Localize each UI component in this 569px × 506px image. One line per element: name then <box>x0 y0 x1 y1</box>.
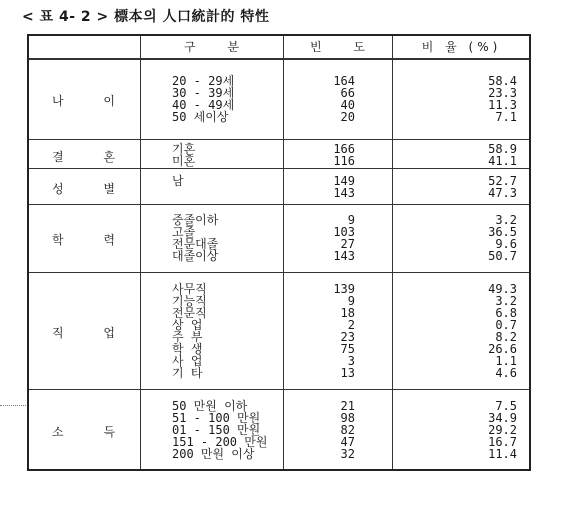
cell-ratio: 1.1 <box>495 354 517 368</box>
cell-frequency: 18 <box>340 306 355 320</box>
column-divider <box>283 36 284 469</box>
margin-dotted-line <box>0 405 26 406</box>
cell-frequency: 27 <box>340 237 355 251</box>
section-label: 학 력 <box>52 233 133 247</box>
cell-ratio: 23.3 <box>488 86 517 100</box>
cell-frequency: 47 <box>340 435 355 449</box>
section-divider <box>29 389 529 390</box>
cell-category: 50 만원 이하 <box>172 399 248 413</box>
cell-ratio: 49.3 <box>488 282 517 296</box>
cell-ratio: 11.3 <box>488 98 517 112</box>
header-category: 구 분 <box>184 40 253 54</box>
cell-frequency: 9 <box>347 294 355 308</box>
cell-frequency: 75 <box>340 342 355 356</box>
header-divider <box>29 58 529 60</box>
cell-ratio: 41.1 <box>488 154 517 168</box>
cell-frequency: 9 <box>347 213 355 227</box>
section-label: 나 이 <box>52 94 133 108</box>
cell-category: 고졸 <box>172 225 196 239</box>
cell-category: 20 - 29세 <box>172 74 235 88</box>
cell-category: 01 - 150 만원 <box>172 423 261 437</box>
cell-category: 전문대졸 <box>172 237 219 251</box>
cell-ratio: 16.7 <box>488 435 517 449</box>
cell-category: 미혼 <box>172 154 196 168</box>
cell-frequency: 21 <box>340 399 355 413</box>
cell-frequency: 66 <box>340 86 355 100</box>
cell-category: 51 - 100 만원 <box>172 411 261 425</box>
cell-category: 151 - 200 만원 <box>172 435 268 449</box>
cell-frequency: 143 <box>333 249 355 263</box>
cell-ratio: 11.4 <box>488 447 517 461</box>
cell-frequency: 143 <box>333 186 355 200</box>
cell-frequency: 103 <box>333 225 355 239</box>
cell-category: 200 만원 이상 <box>172 447 255 461</box>
cell-frequency: 13 <box>340 366 355 380</box>
cell-category: 주 부 <box>172 330 203 344</box>
cell-ratio: 7.1 <box>495 110 517 124</box>
section-divider <box>29 204 529 205</box>
cell-frequency: 23 <box>340 330 355 344</box>
demographics-table <box>27 34 531 471</box>
cell-ratio: 58.4 <box>488 74 517 88</box>
cell-frequency: 164 <box>333 74 355 88</box>
cell-category: 사무직 <box>172 282 207 296</box>
cell-ratio: 34.9 <box>488 411 517 425</box>
header-frequency: 빈 도 <box>310 40 379 54</box>
cell-frequency: 3 <box>347 354 355 368</box>
cell-ratio: 47.3 <box>488 186 517 200</box>
cell-category: 50 세이상 <box>172 110 229 124</box>
cell-category: 기혼 <box>172 142 196 156</box>
column-divider <box>140 36 141 469</box>
table-title: < 표 4- 2 > 標本의 人口統計的 特性 <box>22 9 270 25</box>
cell-frequency: 149 <box>333 174 355 188</box>
cell-ratio: 9.6 <box>495 237 517 251</box>
cell-frequency: 20 <box>340 110 355 124</box>
cell-category: 학 생 <box>172 342 203 356</box>
cell-ratio: 58.9 <box>488 142 517 156</box>
cell-category: 전문직 <box>172 306 207 320</box>
cell-frequency: 2 <box>347 318 355 332</box>
section-label: 결 혼 <box>52 150 133 164</box>
section-divider <box>29 168 529 169</box>
cell-ratio: 6.8 <box>495 306 517 320</box>
cell-category: 대졸이상 <box>172 249 219 263</box>
cell-category: 사 업 <box>172 354 203 368</box>
cell-ratio: 0.7 <box>495 318 517 332</box>
section-label: 소 득 <box>52 425 133 439</box>
cell-category: 30 - 39세 <box>172 86 235 100</box>
cell-ratio: 52.7 <box>488 174 517 188</box>
cell-frequency: 82 <box>340 423 355 437</box>
cell-ratio: 8.2 <box>495 330 517 344</box>
cell-frequency: 166 <box>333 142 355 156</box>
cell-ratio: 50.7 <box>488 249 517 263</box>
cell-frequency: 139 <box>333 282 355 296</box>
cell-category: 기능직 <box>172 294 207 308</box>
cell-ratio: 29.2 <box>488 423 517 437</box>
column-divider <box>392 36 393 469</box>
cell-category: 남 <box>172 174 184 188</box>
cell-ratio: 7.5 <box>495 399 517 413</box>
cell-frequency: 116 <box>333 154 355 168</box>
section-divider <box>29 272 529 273</box>
header-ratio: 비 율 (%) <box>421 40 502 54</box>
cell-ratio: 3.2 <box>495 294 517 308</box>
cell-frequency: 40 <box>340 98 355 112</box>
cell-category: 중졸이하 <box>172 213 219 227</box>
cell-frequency: 32 <box>340 447 355 461</box>
cell-ratio: 26.6 <box>488 342 517 356</box>
cell-category: 상 업 <box>172 318 203 332</box>
section-label: 직 업 <box>52 326 133 340</box>
cell-category: 기 타 <box>172 366 203 380</box>
cell-ratio: 36.5 <box>488 225 517 239</box>
cell-ratio: 4.6 <box>495 366 517 380</box>
cell-category: 40 - 49세 <box>172 98 235 112</box>
cell-frequency: 98 <box>340 411 355 425</box>
section-divider <box>29 139 529 140</box>
section-label: 성 별 <box>52 182 133 196</box>
cell-ratio: 3.2 <box>495 213 517 227</box>
